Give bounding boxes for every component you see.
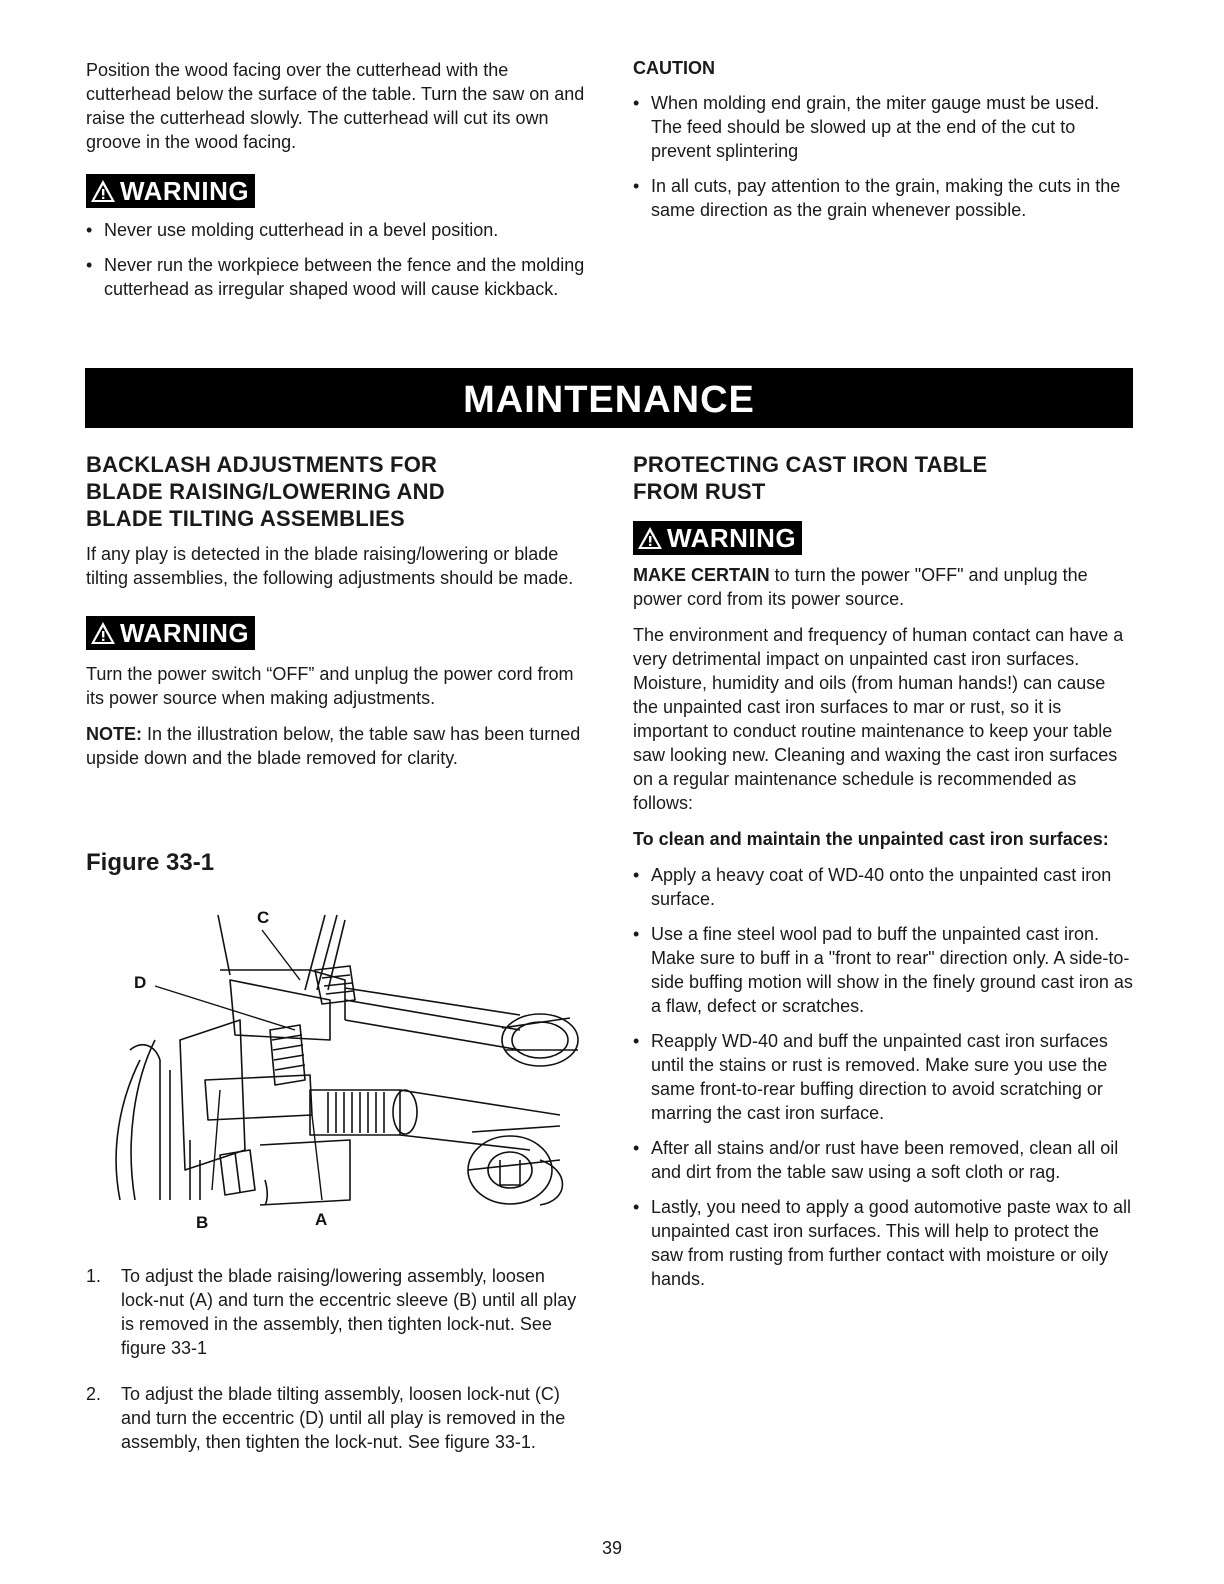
caution-list (633, 91, 1133, 222)
list-item (86, 1382, 586, 1454)
heading-line: PROTECTING CAST IRON TABLE (633, 452, 988, 477)
list-item: • Reapply WD-40 and buff the unpainted cast iron surfaces until the stains or rust is removed. Make sure you use the same front-to-rear buffing direction to avoid scratching or marring the cast iron surface. (633, 1029, 1133, 1125)
cleaning-steps-list (633, 863, 1133, 1291)
make-certain-label: MAKE CERTAIN (633, 565, 770, 585)
handwheel-outline (116, 1060, 140, 1200)
step-number: 2. (86, 1384, 102, 1404)
warning-badge (633, 521, 802, 555)
caution-heading: CAUTION (633, 58, 715, 78)
leader-a (312, 1115, 322, 1200)
make-certain-text: to turn the power "OFF" and unplug the power cord from its power source. (633, 565, 1088, 609)
note-paragraph (86, 722, 586, 770)
list-item: • Use a fine steel wool pad to buff the unpainted cast iron. Make sure to buff in a "front to rear" direction only. A side-to-side buffing motion will show in the finely ground cast iron as a flaw, defect or scratches. (633, 922, 1133, 1018)
environment-paragraph: The environment and frequency of human contact can have a very detrimental impact on unpainted cast iron surfaces. Moisture, humidity and oils (from human hands!) can cause the unpainted cast iron surfaces to mar or rust, so it is important to conduct routine maintenance to keep your table saw looking new. Cleaning and waxing the cast iron surfaces on a regular maintenance schedule is recommended as follows: (633, 625, 1124, 813)
heading-line: BLADE TILTING ASSEMBLIES (86, 506, 405, 531)
note-text: In the illustration below, the table saw has been turned upside down and the blade removed for clarity. (86, 724, 581, 768)
step-text: To adjust the blade raising/lowering assembly, loosen lock-nut (A) and turn the eccentric sleeve (B) until all play is removed in the assembly, then tighten lock-nut. See figure 33-1 (121, 1266, 577, 1358)
backlash-section (86, 451, 586, 770)
figure-title: Figure 33-1 (86, 849, 215, 876)
maintenance-banner: MAINTENANCE (85, 368, 1133, 428)
molding-warning-list (86, 218, 586, 301)
backlash-intro-text: If any play is detected in the blade raising/lowering or blade tilting assemblies, the following adjustments should be made. (86, 544, 574, 588)
heading-line: FROM RUST (633, 479, 766, 504)
leader-d (155, 986, 295, 1030)
warning-badge (86, 616, 255, 650)
list-item: • When molding end grain, the miter gauge must be used. The feed should be slowed up at the end of the cut to prevent splintering (633, 91, 1133, 163)
warning-triangle-icon (90, 179, 116, 203)
backlash-heading (86, 451, 586, 532)
warning-label: WARNING (120, 618, 250, 648)
make-certain-paragraph (633, 563, 1133, 611)
top-right-column (633, 58, 1133, 233)
label-c: C (257, 908, 270, 927)
step-number: 1. (86, 1266, 102, 1286)
gear-housing (230, 980, 330, 1040)
heading-line: BACKLASH ADJUSTMENTS FOR (86, 452, 438, 477)
power-off-warning-text: Turn the power switch “OFF” and unplug the power cord from its power source when making adjustments. (86, 664, 574, 708)
warning-triangle-icon (90, 621, 116, 645)
rust-section (633, 451, 1133, 1302)
molding-intro-text: Position the wood facing over the cutterhead with the cutterhead below the surface of the table. Turn the saw on and raise the cutterhead slowly. The cutterhead will cut its own groove in the wood facing. (86, 60, 585, 152)
clean-heading: To clean and maintain the unpainted cast iron surfaces: (633, 829, 1109, 849)
label-d: D (134, 973, 147, 992)
threaded-sleeve (310, 1090, 400, 1135)
leader-b (212, 1090, 220, 1190)
warning-label: WARNING (667, 523, 797, 553)
list-item: • Never run the workpiece between the fence and the molding cutterhead as irregular shaped wood will cause kickback. (86, 253, 586, 301)
rust-heading (633, 451, 1133, 505)
figure-33-1-illustration (100, 900, 590, 1240)
list-item: • Lastly, you need to apply a good automotive paste wax to all unpainted cast iron surfaces. This will help to protect the saw from rusting from further contact with moisture or oily hands. (633, 1195, 1133, 1291)
list-item: • Never use molding cutterhead in a bevel position. (86, 218, 586, 242)
warning-badge (86, 174, 255, 208)
page-number: 39 (601, 1538, 623, 1558)
step-text: To adjust the blade tilting assembly, loosen lock-nut (C) and turn the eccentric (D) until all play is removed in the assembly, then tighten the lock-nut. See figure 33-1. (121, 1384, 566, 1452)
list-item: • After all stains and/or rust have been removed, clean all oil and dirt from the table saw using a soft cloth or rag. (633, 1136, 1133, 1184)
list-item: • Apply a heavy coat of WD-40 onto the unpainted cast iron surface. (633, 863, 1133, 911)
pulley-bottom (468, 1136, 552, 1204)
label-b: B (196, 1213, 209, 1232)
warning-triangle-icon (637, 526, 663, 550)
leader-c (262, 930, 300, 980)
top-left-column (86, 58, 586, 312)
list-item: • In all cuts, pay attention to the grain, making the cuts in the same direction as the grain whenever possible. (633, 174, 1133, 222)
adjustment-steps (86, 1264, 586, 1476)
note-label: NOTE: (86, 724, 142, 744)
warning-label: WARNING (120, 176, 250, 206)
list-item (86, 1264, 586, 1360)
heading-line: BLADE RAISING/LOWERING AND (86, 479, 445, 504)
label-a: A (315, 1210, 328, 1229)
